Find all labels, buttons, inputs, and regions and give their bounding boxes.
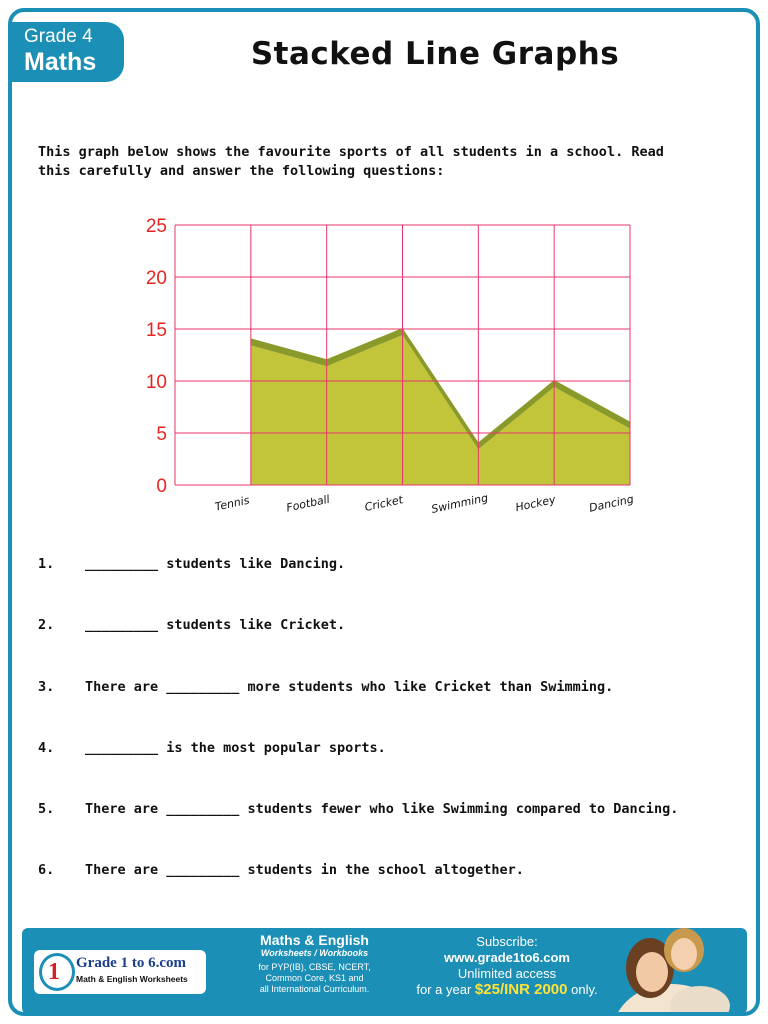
grade-label: Grade 4 xyxy=(24,26,93,47)
question-text: There are _________ students fewer who like Swimming compared to Dancing. xyxy=(85,801,679,817)
logo-tagline: Math & English Worksheets xyxy=(76,974,188,984)
footer-line: for PYP(IB), CBSE, NCERT, xyxy=(258,962,371,972)
page-title: Stacked Line Graphs xyxy=(250,36,620,72)
footer-subheading: Worksheets / Workbooks xyxy=(260,948,369,958)
question-text: _________ students like Cricket. xyxy=(85,617,346,633)
y-tick-label: 20 xyxy=(145,268,167,289)
question-text: There are _________ more students who like Cricket than Swimming. xyxy=(85,679,614,695)
question-number: 2. xyxy=(38,617,55,633)
intro-text: This graph below shows the favourite sports of all students in a school. Read this carefully and answer the following questions: xyxy=(38,144,664,179)
footer-line: all International Curriculum. xyxy=(259,984,370,994)
question-text: There are _________ students in the school altogether. xyxy=(85,862,524,878)
y-tick-label: 5 xyxy=(156,424,167,445)
question-text: _________ students like Dancing. xyxy=(85,556,346,572)
footer-line: Common Core, KS1 and xyxy=(265,973,364,983)
subscribe-label: Subscribe: xyxy=(476,934,538,949)
price-value: $25/INR 2000 xyxy=(474,981,568,998)
question-number: 5. xyxy=(38,801,55,817)
subscribe-info xyxy=(400,934,614,998)
x-tick-label: Dancing xyxy=(587,492,635,515)
question-number: 6. xyxy=(38,862,55,878)
question-number: 3. xyxy=(38,679,55,695)
access-text: Unlimited access xyxy=(457,966,557,981)
y-tick-label: 0 xyxy=(156,476,167,497)
x-tick-label: Cricket xyxy=(363,493,405,514)
subscribe-link[interactable]: www.grade1to6.com xyxy=(444,950,570,965)
x-tick-label: Swimming xyxy=(430,491,490,516)
price-line xyxy=(400,982,614,998)
logo-mark-icon: 1 xyxy=(39,953,75,991)
x-tick-label: Hockey xyxy=(514,492,557,515)
footer-heading: Maths & English xyxy=(260,932,369,948)
subject-label: Maths xyxy=(24,48,97,76)
y-tick-label: 10 xyxy=(145,372,167,393)
question-text: _________ is the most popular sports. xyxy=(85,740,386,756)
x-tick-label: Football xyxy=(285,492,331,515)
footer-info xyxy=(232,932,397,995)
logo-name: Grade 1 to 6.com xyxy=(76,955,186,971)
price-suffix: only. xyxy=(571,982,598,997)
question-number: 4. xyxy=(38,740,55,756)
y-tick-label: 25 xyxy=(145,216,167,237)
family-photo xyxy=(610,924,740,1012)
y-tick-label: 15 xyxy=(145,320,167,341)
question-number: 1. xyxy=(38,556,55,572)
x-tick-label: Tennis xyxy=(213,493,251,514)
price-prefix: for a year xyxy=(416,982,472,997)
